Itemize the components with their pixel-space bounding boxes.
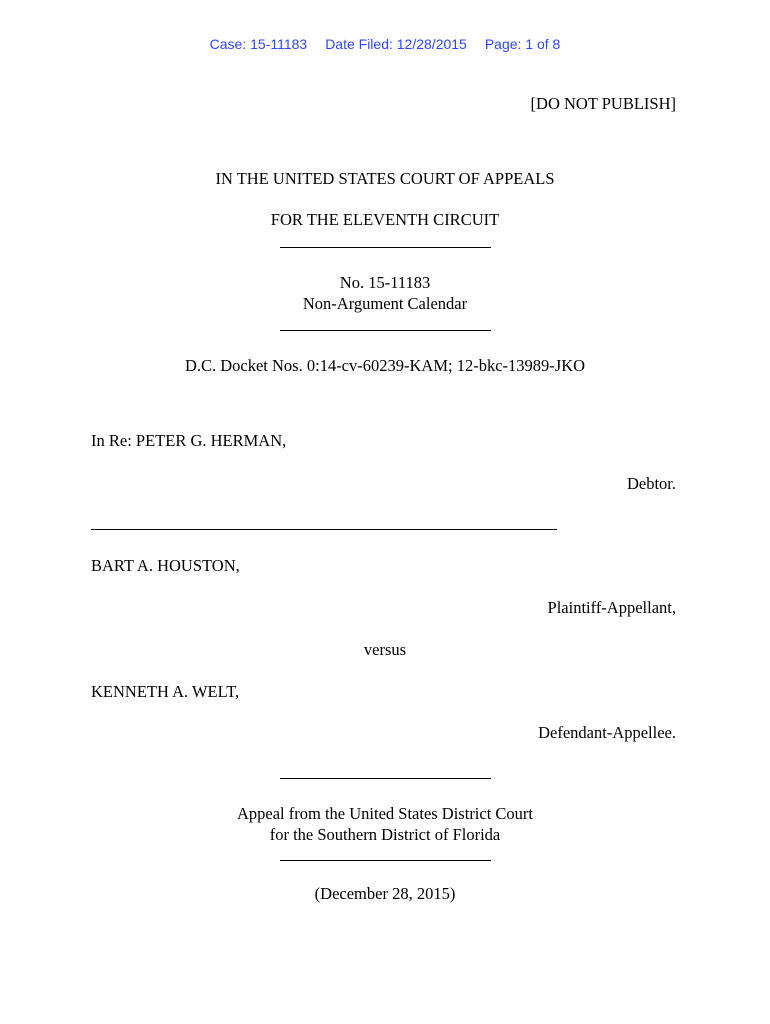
date-filed-stamp: Date Filed: 12/28/2015 [325, 36, 467, 52]
plaintiff-name: BART A. HOUSTON, [91, 556, 240, 575]
court-name: IN THE UNITED STATES COURT OF APPEALS [215, 169, 555, 188]
page-count-stamp: Page: 1 of 8 [484, 36, 561, 52]
versus-label: versus [363, 640, 407, 659]
case-number: No. 15-11183 [339, 273, 431, 292]
docket-numbers: D.C. Docket Nos. 0:14-cv-60239-KAM; 12-bkc-13989-JKO [184, 356, 586, 375]
divider-rule [280, 247, 491, 248]
decision-date: (December 28, 2015) [314, 884, 456, 903]
divider-rule [280, 330, 491, 331]
section-divider-rule [91, 529, 557, 530]
divider-rule [280, 860, 491, 861]
publish-flag: [DO NOT PUBLISH] [530, 94, 676, 113]
calendar-type: Non-Argument Calendar [302, 294, 468, 313]
defendant-role: Defendant-Appellee. [538, 723, 676, 742]
debtor-role: Debtor. [626, 474, 676, 493]
defendant-name: KENNETH A. WELT, [91, 682, 240, 701]
filing-stamp-header [0, 36, 770, 52]
case-number-stamp: Case: 15-11183 [209, 36, 308, 52]
circuit-name: FOR THE ELEVENTH CIRCUIT [270, 210, 500, 229]
in-re-party: In Re: PETER G. HERMAN, [91, 431, 287, 450]
plaintiff-role: Plaintiff-Appellant, [547, 598, 676, 617]
divider-rule [280, 778, 491, 779]
appeal-origin: Appeal from the United States District Court [236, 804, 534, 823]
appeal-district: for the Southern District of Florida [269, 825, 501, 844]
